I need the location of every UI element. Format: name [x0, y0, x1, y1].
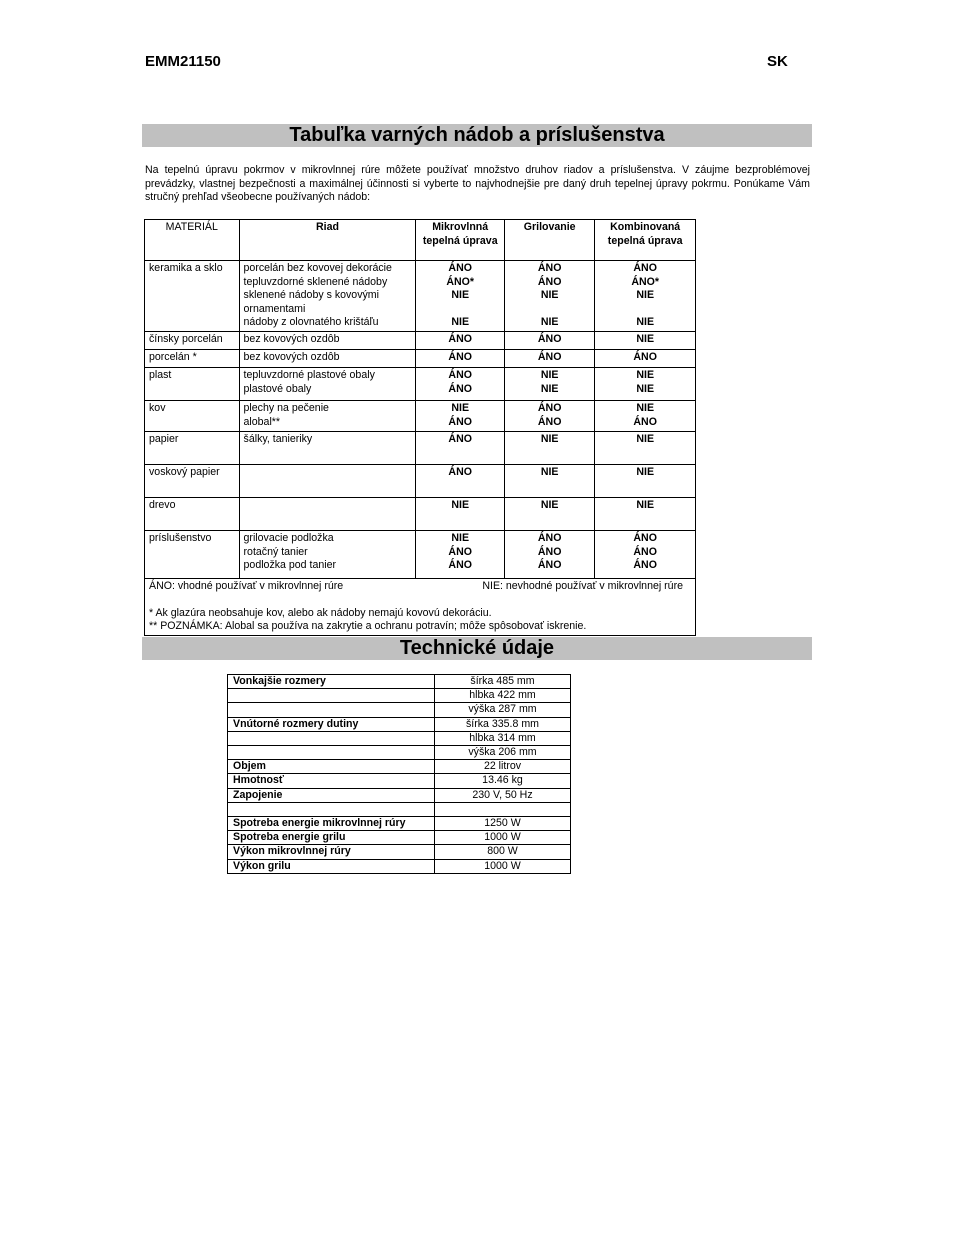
spec-row [228, 831, 571, 845]
riad-cell-line: plechy na pečenie [243, 402, 329, 414]
material-cell: papier [145, 432, 240, 465]
legend-yes: ÁNO: vhodné používať v mikrovlnnej rúre [149, 580, 344, 592]
grill-cell-line: ÁNO [537, 415, 562, 428]
combo-cell [595, 531, 696, 579]
spec-row [228, 717, 571, 731]
grill-cell [504, 332, 594, 350]
riad-cell-line: šálky, tanieriky [243, 433, 313, 445]
micro-cell-line: NIE [451, 316, 470, 328]
riad-cell-line: bez kovových ozdôb [243, 333, 340, 345]
spec-row [228, 774, 571, 788]
grill-cell [504, 368, 594, 401]
micro-cell [416, 531, 505, 579]
combo-cell-line: ÁNO [633, 532, 657, 544]
grill-cell-line: ÁNO [537, 545, 562, 558]
table-row [145, 368, 696, 401]
grill-cell-line: NIE [540, 316, 559, 328]
header-material: MATERIÁL [145, 220, 240, 261]
footnote-glaze: * Ak glazúra neobsahuje kov, alebo ak nádoby nemajú kovovú dekoráciu. [149, 606, 492, 619]
micro-cell-line: ÁNO [448, 262, 472, 274]
spec-row [228, 731, 571, 745]
micro-cell [416, 498, 505, 531]
riad-cell-line: porcelán bez kovovej dekorácie [243, 262, 392, 274]
combo-cell-line: ÁNO [633, 415, 657, 428]
material-cell: voskový papier [145, 465, 240, 498]
grill-cell [504, 498, 594, 531]
spec-value: 230 V, 50 Hz [435, 788, 571, 802]
spec-key [228, 703, 435, 717]
header-riad: Riad [239, 220, 416, 261]
grill-cell [504, 401, 594, 432]
spec-value: 22 litrov [435, 760, 571, 774]
riad-cell-line [244, 499, 412, 513]
grill-cell [504, 465, 594, 498]
material-cell: príslušenstvo [145, 531, 240, 579]
micro-cell [416, 368, 505, 401]
material-cell: kov [145, 401, 240, 432]
spec-key: Objem [228, 760, 435, 774]
grill-cell [504, 261, 594, 332]
spec-row [228, 802, 571, 816]
riad-cell-line: grilovacie podložka [243, 532, 334, 544]
micro-cell-line: ÁNO [448, 433, 472, 445]
micro-cell [416, 350, 505, 368]
riad-cell-line: alobal** [243, 415, 281, 428]
table-row [145, 498, 696, 531]
grill-cell-line: NIE [540, 289, 559, 301]
combo-cell-line: ÁNO [633, 262, 657, 274]
micro-cell [416, 332, 505, 350]
combo-cell-line: ÁNO [633, 559, 657, 571]
riad-cell [239, 498, 416, 531]
language-code: SK [767, 53, 788, 70]
table-row [145, 350, 696, 368]
header-micro: Mikrovlnná tepelná úprava [416, 220, 505, 261]
riad-cell [239, 332, 416, 350]
micro-cell-line: NIE [451, 289, 470, 301]
table-row [145, 401, 696, 432]
grill-cell-line: ÁNO [537, 275, 562, 288]
spec-key: Spotreba energie mikrovlnnej rúry [228, 817, 435, 831]
combo-cell-line: NIE [636, 289, 655, 301]
riad-cell-line: plastové obaly [243, 382, 312, 395]
grill-cell-line: ÁNO [537, 559, 562, 571]
spec-key: Výkon grilu [228, 859, 435, 873]
combo-cell-line: NIE [636, 499, 655, 511]
spec-value: výška 287 mm [435, 703, 571, 717]
spec-row [228, 689, 571, 703]
material-cell: porcelán * [145, 350, 240, 368]
spec-key: Zapojenie [228, 788, 435, 802]
micro-cell-line: ÁNO [448, 333, 472, 345]
spec-key: Spotreba energie grilu [228, 831, 435, 845]
spec-key [228, 689, 435, 703]
micro-cell [416, 465, 505, 498]
spec-key [228, 746, 435, 760]
grill-cell-line: NIE [540, 466, 559, 478]
combo-cell [595, 465, 696, 498]
grill-cell-line: NIE [540, 369, 559, 381]
legend-row [145, 579, 696, 636]
micro-cell-line: ÁNO [448, 559, 472, 571]
riad-cell-line [244, 466, 412, 480]
section-title-cookware: Tabuľka varných nádob a príslušenstva [142, 124, 812, 147]
table-row [145, 531, 696, 579]
combo-cell-line: NIE [636, 333, 655, 345]
combo-cell [595, 498, 696, 531]
combo-cell-line [599, 303, 691, 317]
spec-key: Vonkajšie rozmery [228, 675, 435, 689]
spec-row [228, 859, 571, 873]
combo-cell-line: NIE [636, 402, 655, 414]
micro-cell-line: ÁNO [448, 545, 472, 558]
riad-cell-line: sklenené nádoby s kovovými ornamentami [243, 289, 379, 315]
micro-cell-line: ÁNO [448, 466, 472, 478]
combo-cell [595, 401, 696, 432]
grill-cell-line: ÁNO [537, 402, 562, 414]
spec-key: Hmotnosť [228, 774, 435, 788]
table-row [145, 432, 696, 465]
micro-cell-line: ÁNO [448, 382, 472, 395]
specs-table [227, 674, 571, 874]
riad-cell-line: rotačný tanier [243, 545, 308, 558]
micro-cell [416, 261, 505, 332]
footnote-foil: ** POZNÁMKA: Alobal sa používa na zakrytie a ochranu potravín; môže spôsobovať iskrenie. [149, 620, 587, 632]
grill-cell-line: NIE [540, 382, 559, 395]
spec-value: šírka 335.8 mm [435, 717, 571, 731]
riad-cell [239, 368, 416, 401]
table-row [145, 332, 696, 350]
legend-cell [145, 579, 696, 636]
micro-cell-line: ÁNO [448, 415, 472, 428]
cookware-table [144, 219, 696, 636]
spec-key [228, 731, 435, 745]
spec-row [228, 703, 571, 717]
intro-paragraph: Na tepelnú úpravu pokrmov v mikrovlnnej rúre môžete používať množstvo druhov riadov a príslušenstva. V záujme bezproblémovej prevádzky, vlastnej bezpečnosti a maximálnej účinnosti si vyberte to najvhodnejšie pre daný druh tepelnej úpravy pokrmu. Ponúkame Vám stručný prehľad všeobecne používaných nádob: [145, 164, 810, 203]
grill-cell-line: ÁNO [537, 262, 562, 274]
grill-cell-line: NIE [540, 433, 559, 445]
spec-value: 1000 W [435, 831, 571, 845]
combo-cell-line: NIE [636, 466, 655, 478]
spec-value: hĺbka 422 mm [435, 689, 571, 703]
micro-cell-line: NIE [451, 499, 470, 511]
spec-row [228, 817, 571, 831]
spec-row [228, 788, 571, 802]
riad-cell [239, 350, 416, 368]
micro-cell-line: NIE [451, 402, 470, 414]
spec-key: Vnútorné rozmery dutiny [228, 717, 435, 731]
header-grill: Grilovanie [504, 220, 594, 261]
riad-cell [239, 401, 416, 432]
spec-row [228, 760, 571, 774]
spec-row [228, 746, 571, 760]
combo-cell [595, 432, 696, 465]
legend-no: NIE: nevhodné používať v mikrovlnnej rúre [482, 580, 683, 592]
grill-cell-line: ÁNO [537, 532, 562, 544]
combo-cell-line: NIE [636, 369, 655, 381]
spec-value: 13.46 kg [435, 774, 571, 788]
riad-cell-line: nádoby z olovnatého krištáľu [243, 316, 379, 328]
combo-cell [595, 368, 696, 401]
section-title-specs: Technické údaje [142, 637, 812, 660]
material-cell: keramika a sklo [145, 261, 240, 332]
combo-cell-line: NIE [636, 382, 655, 395]
riad-cell [239, 465, 416, 498]
combo-cell [595, 332, 696, 350]
spec-row [228, 675, 571, 689]
table-header-row [145, 220, 696, 261]
grill-cell [504, 531, 594, 579]
spec-key [228, 802, 435, 816]
micro-cell-line: ÁNO [448, 369, 472, 381]
micro-cell-line: ÁNO* [446, 275, 475, 288]
riad-cell-line: tepluvzdorné sklenené nádoby [243, 275, 388, 288]
riad-cell-line: tepluvzdorné plastové obaly [243, 369, 375, 381]
combo-cell-line: ÁNO [633, 351, 657, 363]
spec-value: 1000 W [435, 859, 571, 873]
riad-cell-line: bez kovových ozdôb [243, 351, 340, 363]
table-row [145, 261, 696, 332]
riad-cell [239, 432, 416, 465]
spec-value: 800 W [435, 845, 571, 859]
grill-cell-line: ÁNO [537, 333, 562, 345]
grill-cell [504, 350, 594, 368]
micro-cell-line: ÁNO [448, 351, 472, 363]
micro-cell [416, 401, 505, 432]
riad-cell [239, 261, 416, 332]
material-cell: drevo [145, 498, 240, 531]
combo-cell-line: NIE [636, 433, 655, 445]
spec-value: výška 206 mm [435, 746, 571, 760]
header-combo: Kombinovaná tepelná úprava [595, 220, 696, 261]
spec-value [435, 802, 571, 816]
grill-cell-line [509, 303, 590, 317]
micro-cell-line [420, 303, 500, 317]
riad-cell [239, 531, 416, 579]
spec-row [228, 845, 571, 859]
spec-value: 1250 W [435, 817, 571, 831]
combo-cell [595, 261, 696, 332]
combo-cell-line: ÁNO [633, 545, 657, 558]
table-row [145, 465, 696, 498]
spec-value: hĺbka 314 mm [435, 731, 571, 745]
riad-cell-line: podložka pod tanier [243, 559, 336, 571]
micro-cell [416, 432, 505, 465]
grill-cell-line: ÁNO [537, 351, 562, 363]
combo-cell [595, 350, 696, 368]
grill-cell [504, 432, 594, 465]
spec-value: šírka 485 mm [435, 675, 571, 689]
grill-cell-line: NIE [540, 499, 559, 511]
spec-key: Výkon mikrovlnnej rúry [228, 845, 435, 859]
combo-cell-line: ÁNO* [631, 275, 660, 288]
combo-cell-line: NIE [636, 316, 655, 328]
micro-cell-line: NIE [451, 532, 470, 544]
material-cell: plast [145, 368, 240, 401]
model-number: EMM21150 [145, 53, 221, 70]
material-cell: čínsky porcelán [145, 332, 240, 350]
